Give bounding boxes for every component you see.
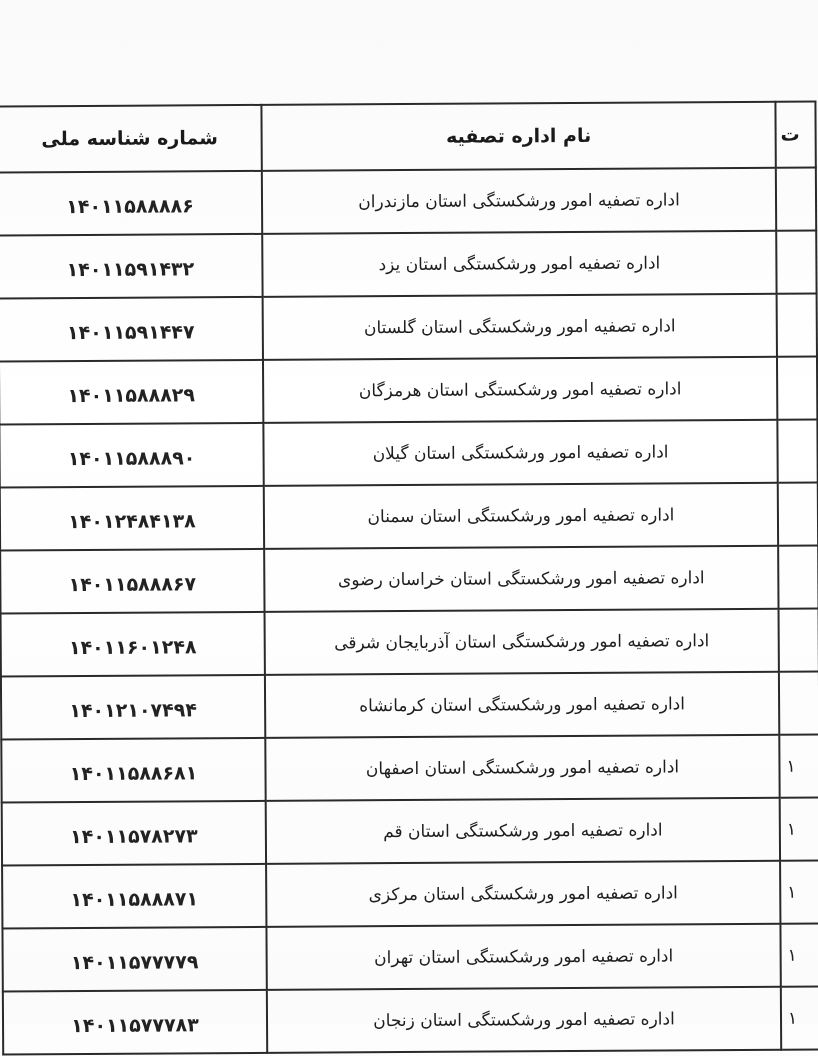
national-id-cell: ۱۴۰۱۱۵۸۸۶۸۱ [1,738,265,803]
national-id-cell: ۱۴۰۱۱۵۸۸۸۲۹ [0,360,263,425]
table-row [0,294,817,362]
table-row [2,860,818,928]
office-name-cell: اداره تصفیه امور ورشکستگی استان قم [266,798,780,864]
header-row-number: ت [775,102,815,168]
row-number-cell [778,546,818,609]
row-number-cell: ۱ [780,923,818,986]
office-name-cell: اداره تصفیه امور ورشکستگی استان کرمانشاه [265,672,779,738]
table-row [0,546,818,614]
table-row [0,483,818,551]
national-id-cell: ۱۴۰۱۱۵۹۱۴۴۷ [0,297,263,362]
row-number-cell: ۱ [779,734,818,797]
header-office-name: نام اداره تصفیه [261,102,775,171]
table-body [0,168,818,1055]
office-name-cell: اداره تصفیه امور ورشکستگی استان خراسان رضوی [264,546,778,612]
office-name-cell: اداره تصفیه امور ورشکستگی استان تهران [266,924,780,990]
row-number-cell: ۱ [780,797,818,860]
table-header-row [0,102,816,173]
office-name-cell: اداره تصفیه امور ورشکستگی استان اصفهان [265,735,779,801]
office-name-cell: اداره تصفیه امور ورشکستگی استان گلستان [263,294,777,360]
table-row [2,923,818,991]
row-number-cell [776,168,816,231]
national-id-cell: ۱۴۰۱۱۵۸۸۸۹۰ [0,423,264,488]
table-row [0,168,816,236]
national-id-cell: ۱۴۰۱۱۵۹۱۴۳۲ [0,234,263,299]
row-number-cell [778,483,818,546]
national-id-cell: ۱۴۰۱۱۵۷۷۷۷۹ [2,927,266,992]
table-row [1,609,818,677]
national-id-cell: ۱۴۰۱۱۵۷۸۲۷۳ [2,801,266,866]
office-name-cell: اداره تصفیه امور ورشکستگی استان آذربایجان شرقی [265,609,779,675]
national-id-cell: ۱۴۰۱۲۱۰۷۴۹۴ [1,675,265,740]
row-number-cell [777,294,817,357]
national-id-cell: ۱۴۰۱۲۴۸۴۱۳۸ [0,486,264,551]
offices-table-wrapper [0,101,818,1037]
table-row [0,231,817,299]
table-row [3,986,818,1054]
row-number-cell [779,609,818,672]
row-number-cell: ۱ [780,860,818,923]
office-name-cell: اداره تصفیه امور ورشکستگی استان مازندران [262,168,776,234]
row-number-cell [776,231,816,294]
office-name-cell: اداره تصفیه امور ورشکستگی استان زنجان [267,987,781,1053]
office-name-cell: اداره تصفیه امور ورشکستگی استان هرمزگان [263,357,777,423]
table-row [0,357,817,425]
table-row [1,671,818,739]
row-number-cell [777,420,817,483]
national-id-cell: ۱۴۰۱۱۵۸۸۸۷۱ [2,864,266,929]
row-number-cell [777,357,817,420]
table-row [1,734,818,802]
national-id-cell: ۱۴۰۱۱۵۷۷۷۸۳ [3,990,267,1055]
row-number-cell [779,671,818,734]
header-national-id: شماره شناسه ملی [0,105,262,173]
national-id-cell: ۱۴۰۱۱۵۸۸۸۸۶ [0,171,262,236]
national-id-cell: ۱۴۰۱۱۶۰۱۲۴۸ [1,612,265,677]
table-row [2,797,818,865]
table-row [0,420,818,488]
office-name-cell: اداره تصفیه امور ورشکستگی استان سمنان [264,483,778,549]
office-name-cell: اداره تصفیه امور ورشکستگی استان یزد [262,231,776,297]
office-name-cell: اداره تصفیه امور ورشکستگی استان گیلان [263,420,777,486]
office-name-cell: اداره تصفیه امور ورشکستگی استان مرکزی [266,861,780,927]
offices-table [0,101,818,1056]
national-id-cell: ۱۴۰۱۱۵۸۸۸۶۷ [0,549,264,614]
row-number-cell: ۱ [781,986,818,1049]
